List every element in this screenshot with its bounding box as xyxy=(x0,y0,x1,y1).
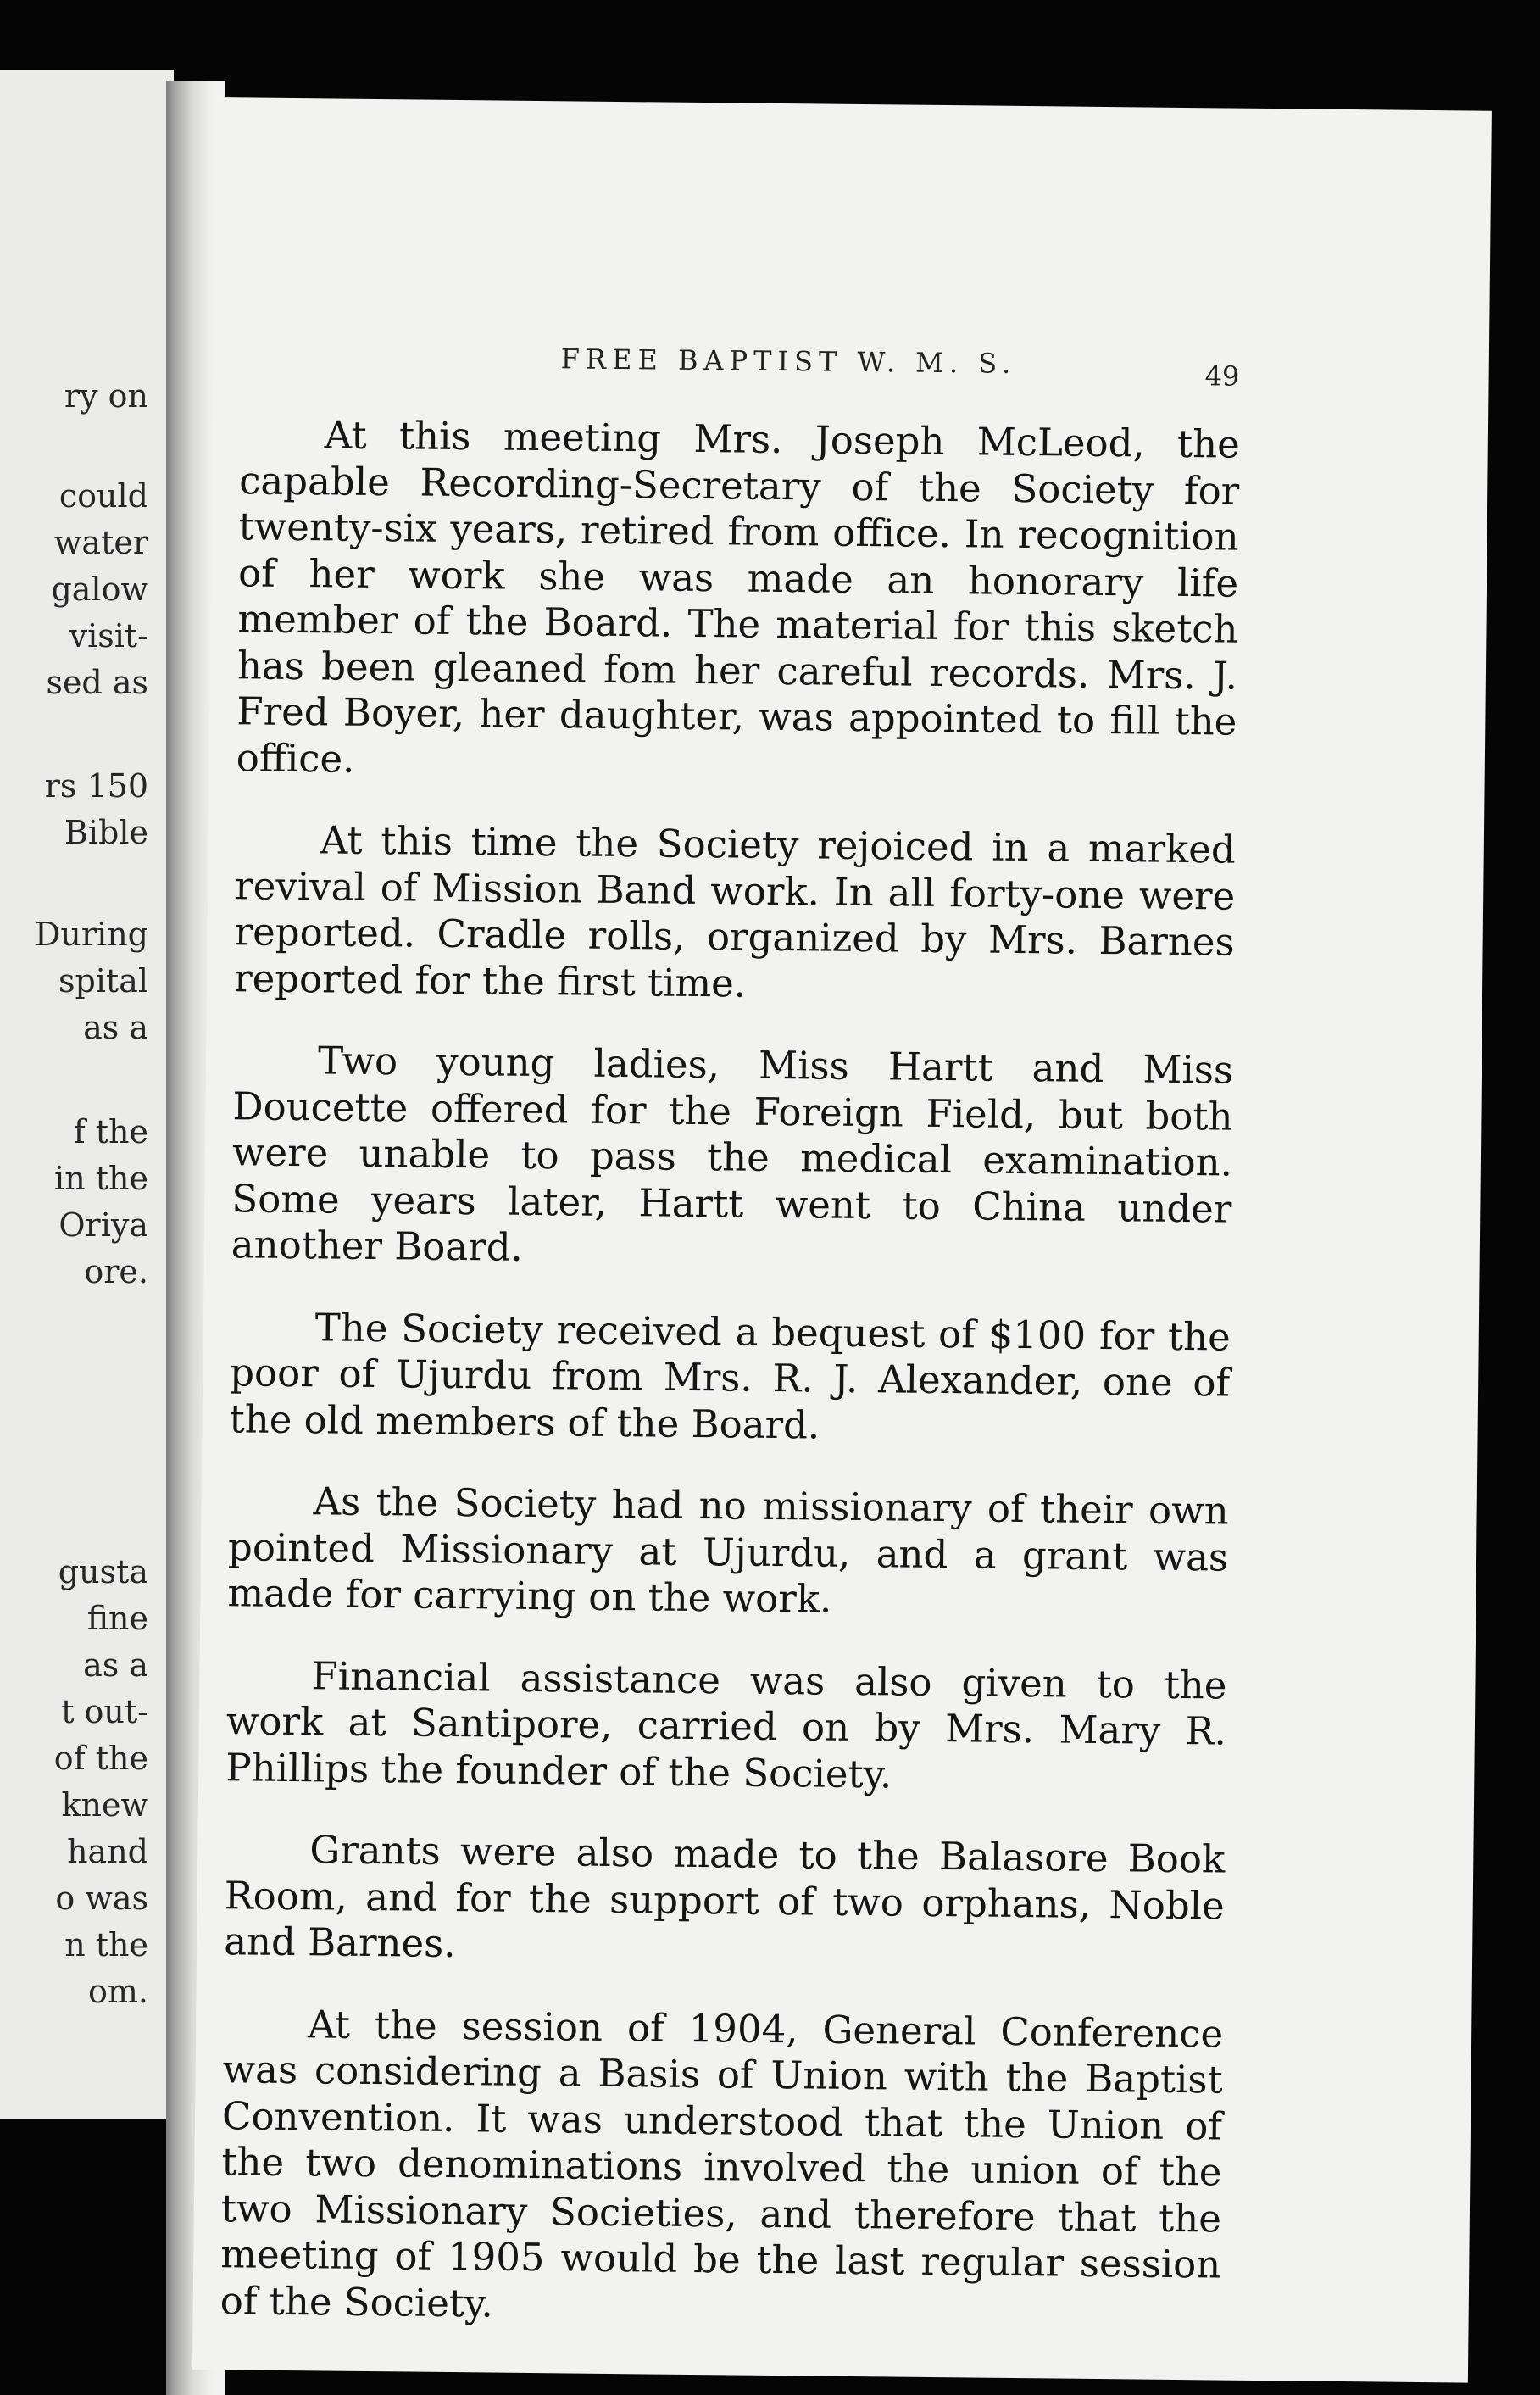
left-page-line: gusta xyxy=(58,1553,148,1590)
paragraph: Financial assistance was also given to the work at Santipore, carried on by Mrs. Mary R. Phillips the founder of the Society. xyxy=(225,1652,1227,1796)
main-page xyxy=(192,97,1492,2383)
left-page-line: rs 150 xyxy=(44,767,148,805)
paragraph: Grants were also made to the Balasore Book Room, and for the support of two orphans, Noble and Barnes. xyxy=(223,1827,1226,1967)
left-page-line: During xyxy=(34,916,148,953)
left-page-line: galow xyxy=(51,571,148,608)
left-page-line: visit- xyxy=(69,617,148,654)
left-page-line: hand xyxy=(67,1833,148,1870)
left-page-line: as a xyxy=(83,1009,148,1046)
body-text xyxy=(220,411,1240,2370)
left-page-line: sed as xyxy=(46,664,148,701)
left-page-line: spital xyxy=(58,962,148,1000)
left-page-line: fine xyxy=(86,1600,148,1637)
paragraph: The Society received a bequest of $100 for the poor of Ujurdu from Mrs. R. J. Alexander, one of the old members of the Board. xyxy=(229,1304,1231,1448)
left-page-line: water xyxy=(53,524,148,561)
paragraph: At the session of 1904, General Conference was considering a Basis of Union with the Baptist Convention. It was understood that the Union of the two denominations involved the union of the two Missionary Societies, and therefore that the meeting of 1905 would be the last regular session of the Society. xyxy=(220,2001,1224,2326)
left-page-line: of the xyxy=(53,1740,148,1777)
left-page xyxy=(0,70,174,2119)
left-page-line: in the xyxy=(54,1160,148,1197)
left-page-line: n the xyxy=(64,1926,148,1963)
left-page-line: ore. xyxy=(84,1253,148,1290)
left-page-line: ry on xyxy=(64,377,148,415)
left-page-line: t out- xyxy=(61,1693,148,1730)
left-page-line: o was xyxy=(55,1880,148,1917)
paragraph: At this meeting Mrs. Joseph McLeod, the capable Recording-Secretary of the Society for twenty-six years, retired from office. In recognition of her work she was made an honorary life member of the Board. The material for this sketch has been gleaned fom her careful records. Mrs. J. Fred Boyer, her daughter, was appointed to fill the office. xyxy=(236,412,1241,782)
left-page-line: om. xyxy=(88,1973,148,2010)
left-page-line: as a xyxy=(83,1646,148,1684)
paragraph: As the Society had no missionary of their own pointed Missionary at Ujurdu, and a grant was made for carrying on the work. xyxy=(227,1479,1229,1622)
running-head: FREE BAPTIST W. M. S. xyxy=(560,343,1017,380)
left-page-line: Bible xyxy=(64,814,148,851)
left-page-line: knew xyxy=(61,1786,148,1824)
left-page-line: f the xyxy=(73,1113,148,1150)
paragraph: At this time the Society rejoiced in a marked revival of Mission Band work. In all forty-one were reported. Cradle rolls, organized by Mrs. Barnes reported for the first time. xyxy=(233,817,1237,1006)
left-page-line: Oriya xyxy=(58,1206,148,1244)
page-number: 49 xyxy=(1204,359,1240,393)
left-page-line: could xyxy=(58,477,148,515)
paragraph: Two young ladies, Miss Hartt and Miss Doucette offered for the Foreign Field, but both were unable to pass the medical examination. Some years later, Hartt went to China under another Board. xyxy=(231,1038,1234,1270)
